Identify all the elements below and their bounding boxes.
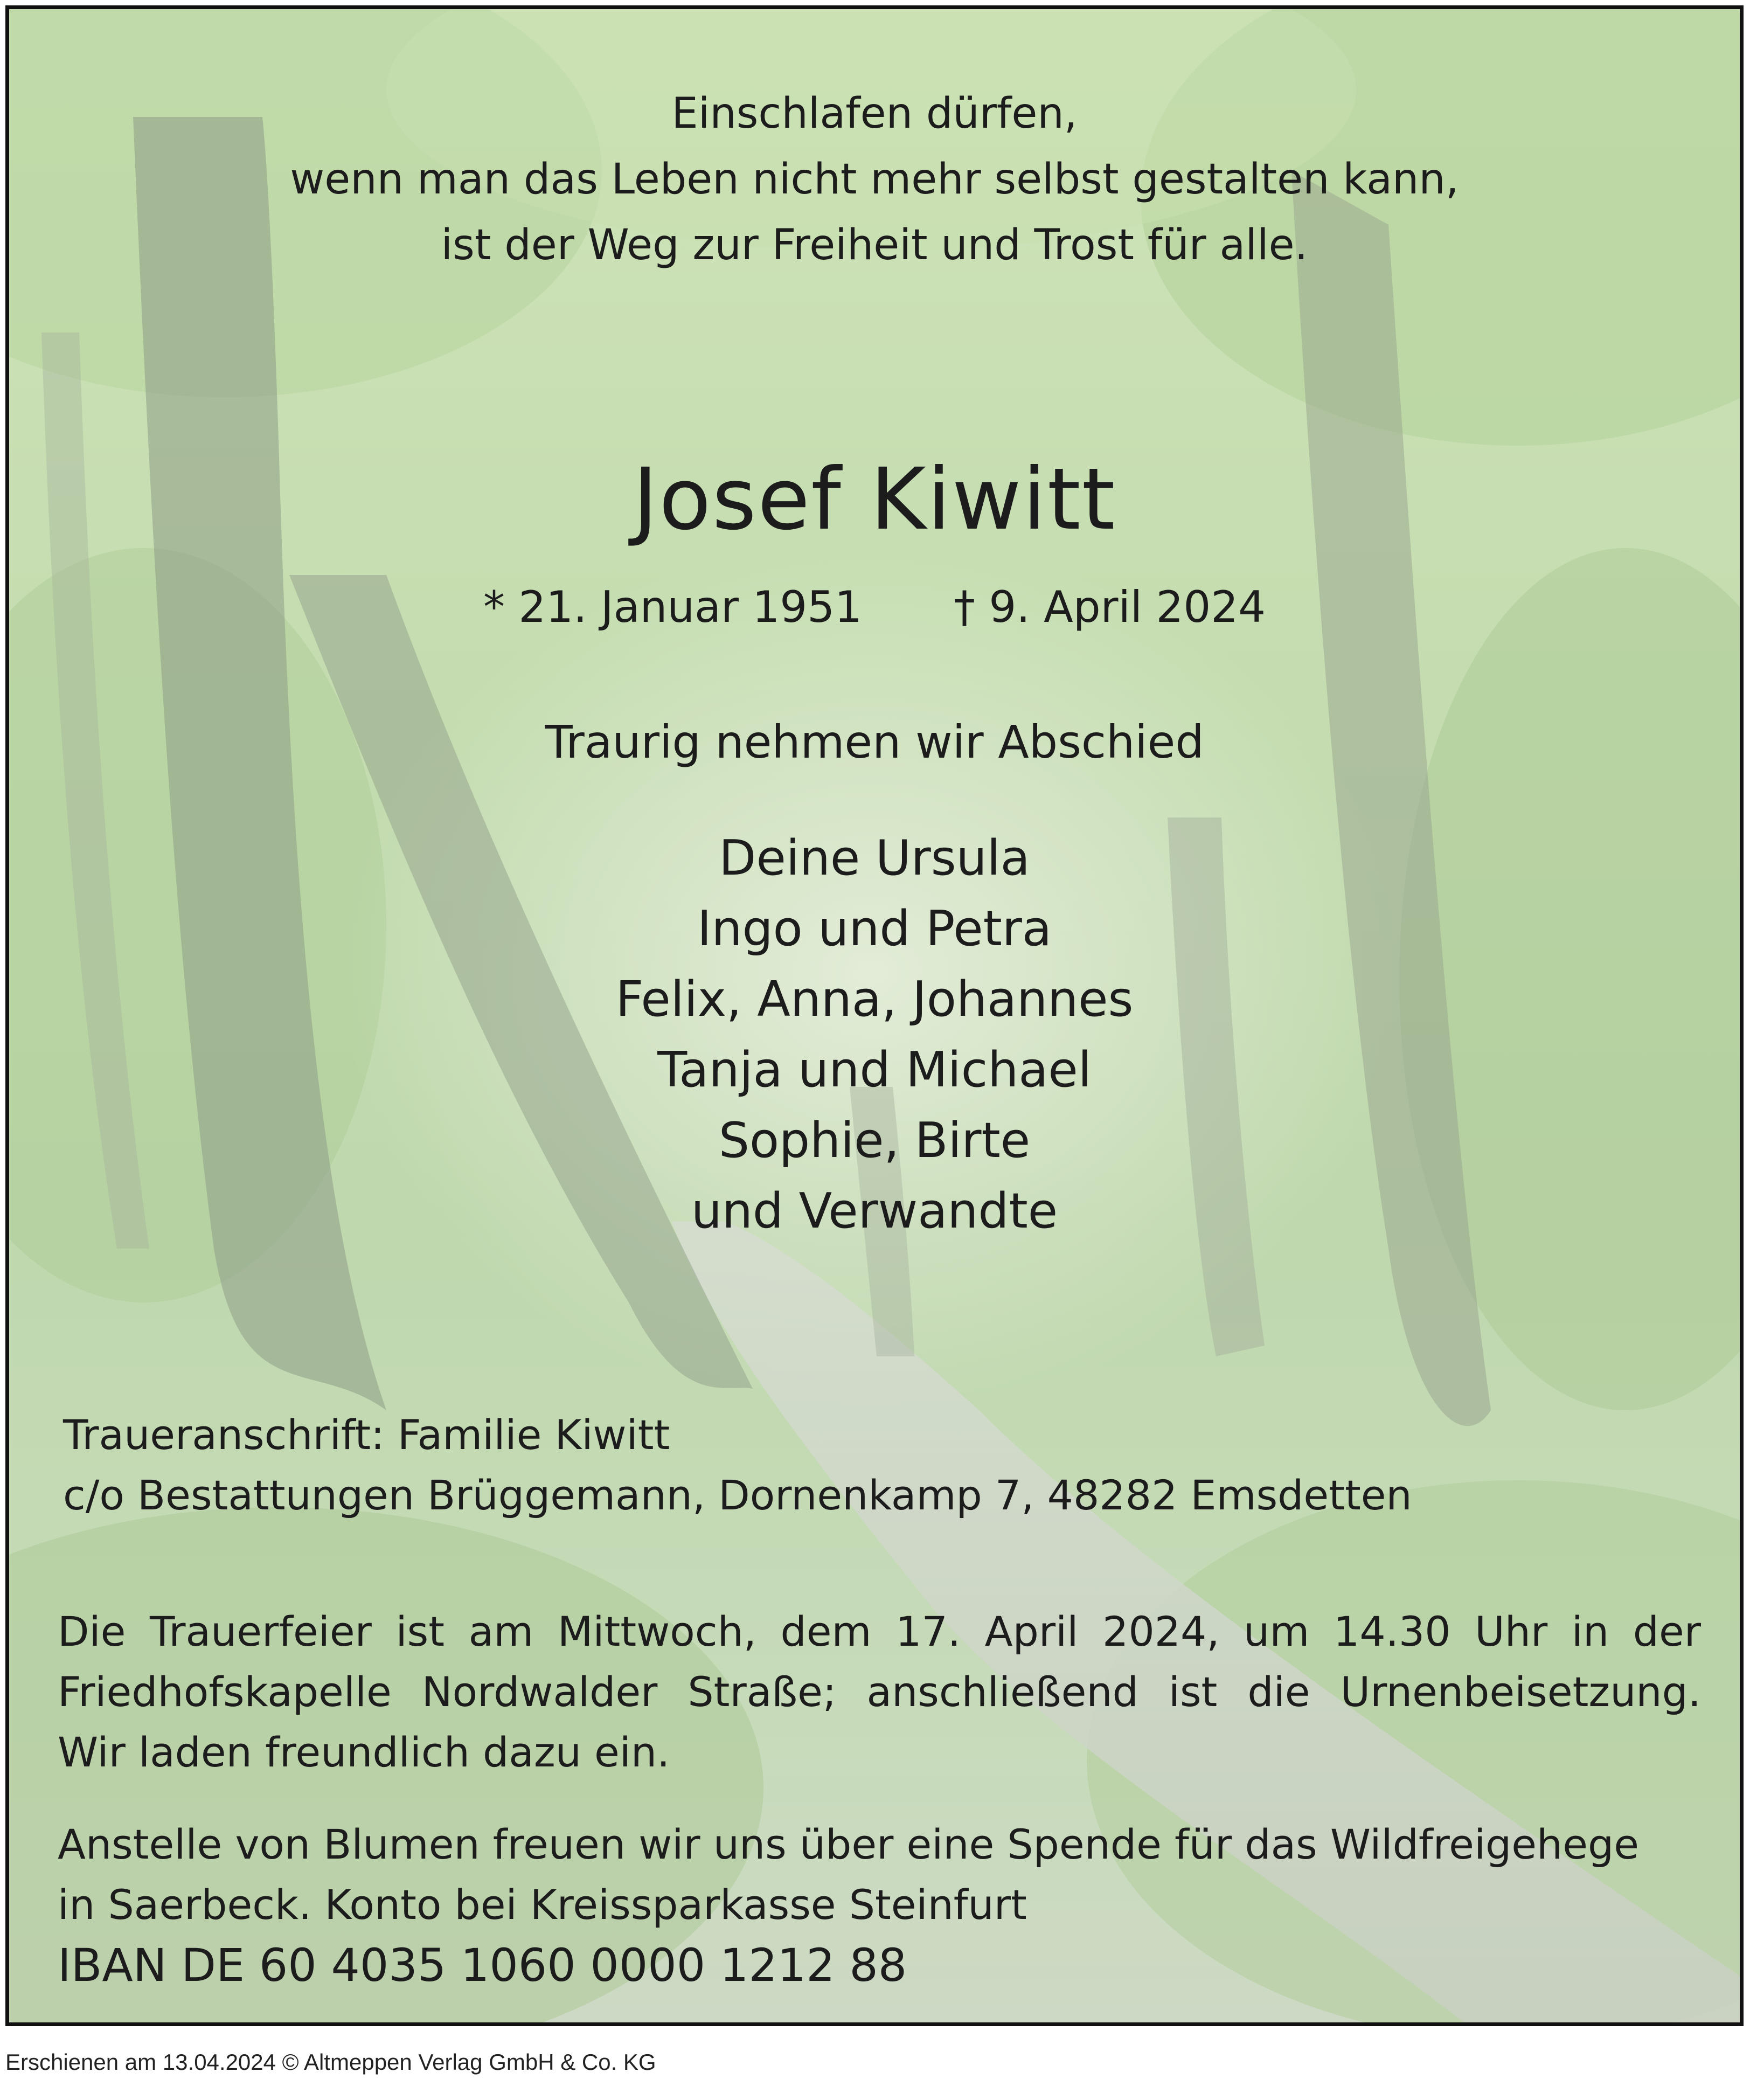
family-member: Ingo und Petra [697,900,1052,957]
donation-line: in Saerbeck. Konto bei Kreissparkasse Steinfurt [58,1881,1027,1929]
mourning-address-title: Traueranschrift: Familie Kiwitt [63,1411,670,1459]
donation-line: Anstelle von Blumen freuen wir uns über eine Spende für das Wildfreigehege [58,1820,1639,1868]
poem-line: Einschlafen dürfen, [671,89,1078,138]
ceremony-line: Die Trauerfeier ist am Mittwoch, dem 17. April 2024, um 14.30 Uhr in der [58,1607,1701,1655]
publication-footer: Erschienen am 13.04.2024 © Altmeppen Verlag GmbH & Co. KG [5,2049,656,2075]
family-member: Sophie, Birte [718,1112,1031,1169]
death-date: † 9. April 2024 [953,582,1266,632]
deceased-name: Josef Kiwitt [633,450,1116,549]
poem-line: ist der Weg zur Freiheit und Trost für alle. [441,221,1308,269]
ceremony-line: Wir laden freundlich dazu ein. [58,1728,670,1776]
family-member: Tanja und Michael [657,1042,1092,1098]
poem-line: wenn man das Leben nicht mehr selbst gestalten kann, [290,155,1459,204]
farewell-text: Traurig nehmen wir Abschied [545,716,1204,768]
family-member: und Verwandte [691,1183,1058,1239]
iban-number: IBAN DE 60 4035 1060 0000 1212 88 [58,1939,907,1992]
family-member: Deine Ursula [719,830,1030,886]
donation-paragraph [58,1814,1701,1995]
notice-content [9,9,1740,2022]
family-member: Felix, Anna, Johannes [615,971,1134,1028]
birth-date: * 21. Januar 1951 [483,582,862,632]
ceremony-paragraph [58,1602,1701,1783]
life-dates [9,580,1740,634]
obituary-notice [5,5,1744,2026]
ceremony-line: Friedhofskapelle Nordwalder Straße; anschließend ist die Urnenbeisetzung. [58,1668,1701,1716]
mourning-address-street: c/o Bestattungen Brüggemann, Dornenkamp 7, 48282 Emsdetten [63,1471,1412,1519]
